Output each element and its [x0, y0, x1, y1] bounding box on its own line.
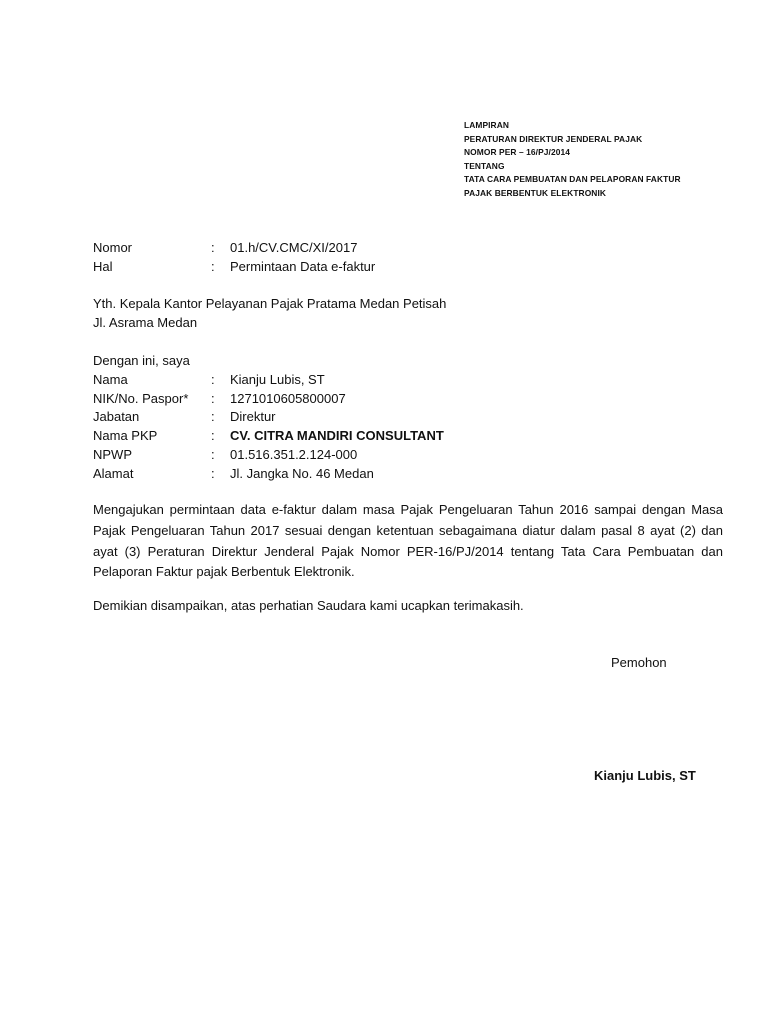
field-colon: : — [211, 466, 215, 481]
nomor-label: Nomor — [93, 240, 133, 255]
lampiran-line: TATA CARA PEMBUATAN DAN PELAPORAN FAKTUR — [464, 174, 681, 185]
closing-text: Demikian disampaikan, atas perhatian Saudara kami ucapkan terimakasih. — [93, 598, 524, 613]
field-colon: : — [211, 372, 215, 387]
field-value: Kianju Lubis, ST — [230, 372, 325, 387]
nomor-colon: : — [211, 240, 215, 255]
field-label: Alamat — [93, 466, 134, 481]
field-label: Nama PKP — [93, 428, 158, 443]
field-colon: : — [211, 409, 215, 424]
field-label: Nama — [93, 372, 128, 387]
lampiran-block — [464, 119, 681, 201]
field-label: Jabatan — [93, 409, 140, 424]
hal-label: Hal — [93, 259, 113, 274]
field-value: 01.516.351.2.124-000 — [230, 447, 358, 462]
field-colon: : — [211, 428, 215, 443]
body-paragraph: Mengajukan permintaan data e-faktur dalam masa Pajak Pengeluaran Tahun 2016 sampai dengan Masa Pajak Pengeluaran Tahun 2017 sesuai dengan ketentuan sebagaimana diatur dalam pasal 8 ayat (2) dan ayat (3) Peraturan Direktur Jenderal Pajak Nomor PER-16/PJ/2014 tentang Tata Cara Pembuatan dan Pelaporan Faktur pajak Berbentuk Elektronik. — [93, 502, 723, 580]
field-value: Direktur — [230, 409, 276, 424]
lampiran-line: PERATURAN DIREKTUR JENDERAL PAJAK — [464, 133, 643, 144]
recipient-line-2: Jl. Asrama Medan — [93, 315, 198, 330]
lampiran-line: NOMOR PER – 16/PJ/2014 — [464, 147, 571, 158]
field-value: Jl. Jangka No. 46 Medan — [230, 466, 374, 481]
field-colon: : — [211, 447, 215, 462]
lampiran-line: TENTANG — [464, 160, 505, 171]
field-label: NIK/No. Paspor* — [93, 391, 189, 406]
signature-role: Pemohon — [611, 655, 667, 670]
lampiran-line: PAJAK BERBENTUK ELEKTRONIK — [464, 187, 607, 198]
hal-colon: : — [211, 259, 215, 274]
lampiran-line: LAMPIRAN — [464, 120, 509, 130]
field-colon: : — [211, 391, 215, 406]
signature-name: Kianju Lubis, ST — [594, 768, 696, 783]
field-value: 1271010605800007 — [230, 391, 346, 406]
hal-value: Permintaan Data e-faktur — [230, 259, 376, 274]
recipient-line-1: Yth. Kepala Kantor Pelayanan Pajak Pratama Medan Petisah — [93, 296, 447, 311]
intro-text: Dengan ini, saya — [93, 353, 190, 368]
nomor-value: 01.h/CV.CMC/XI/2017 — [230, 240, 358, 255]
field-value: CV. CITRA MANDIRI CONSULTANT — [230, 428, 444, 443]
field-label: NPWP — [93, 447, 132, 462]
